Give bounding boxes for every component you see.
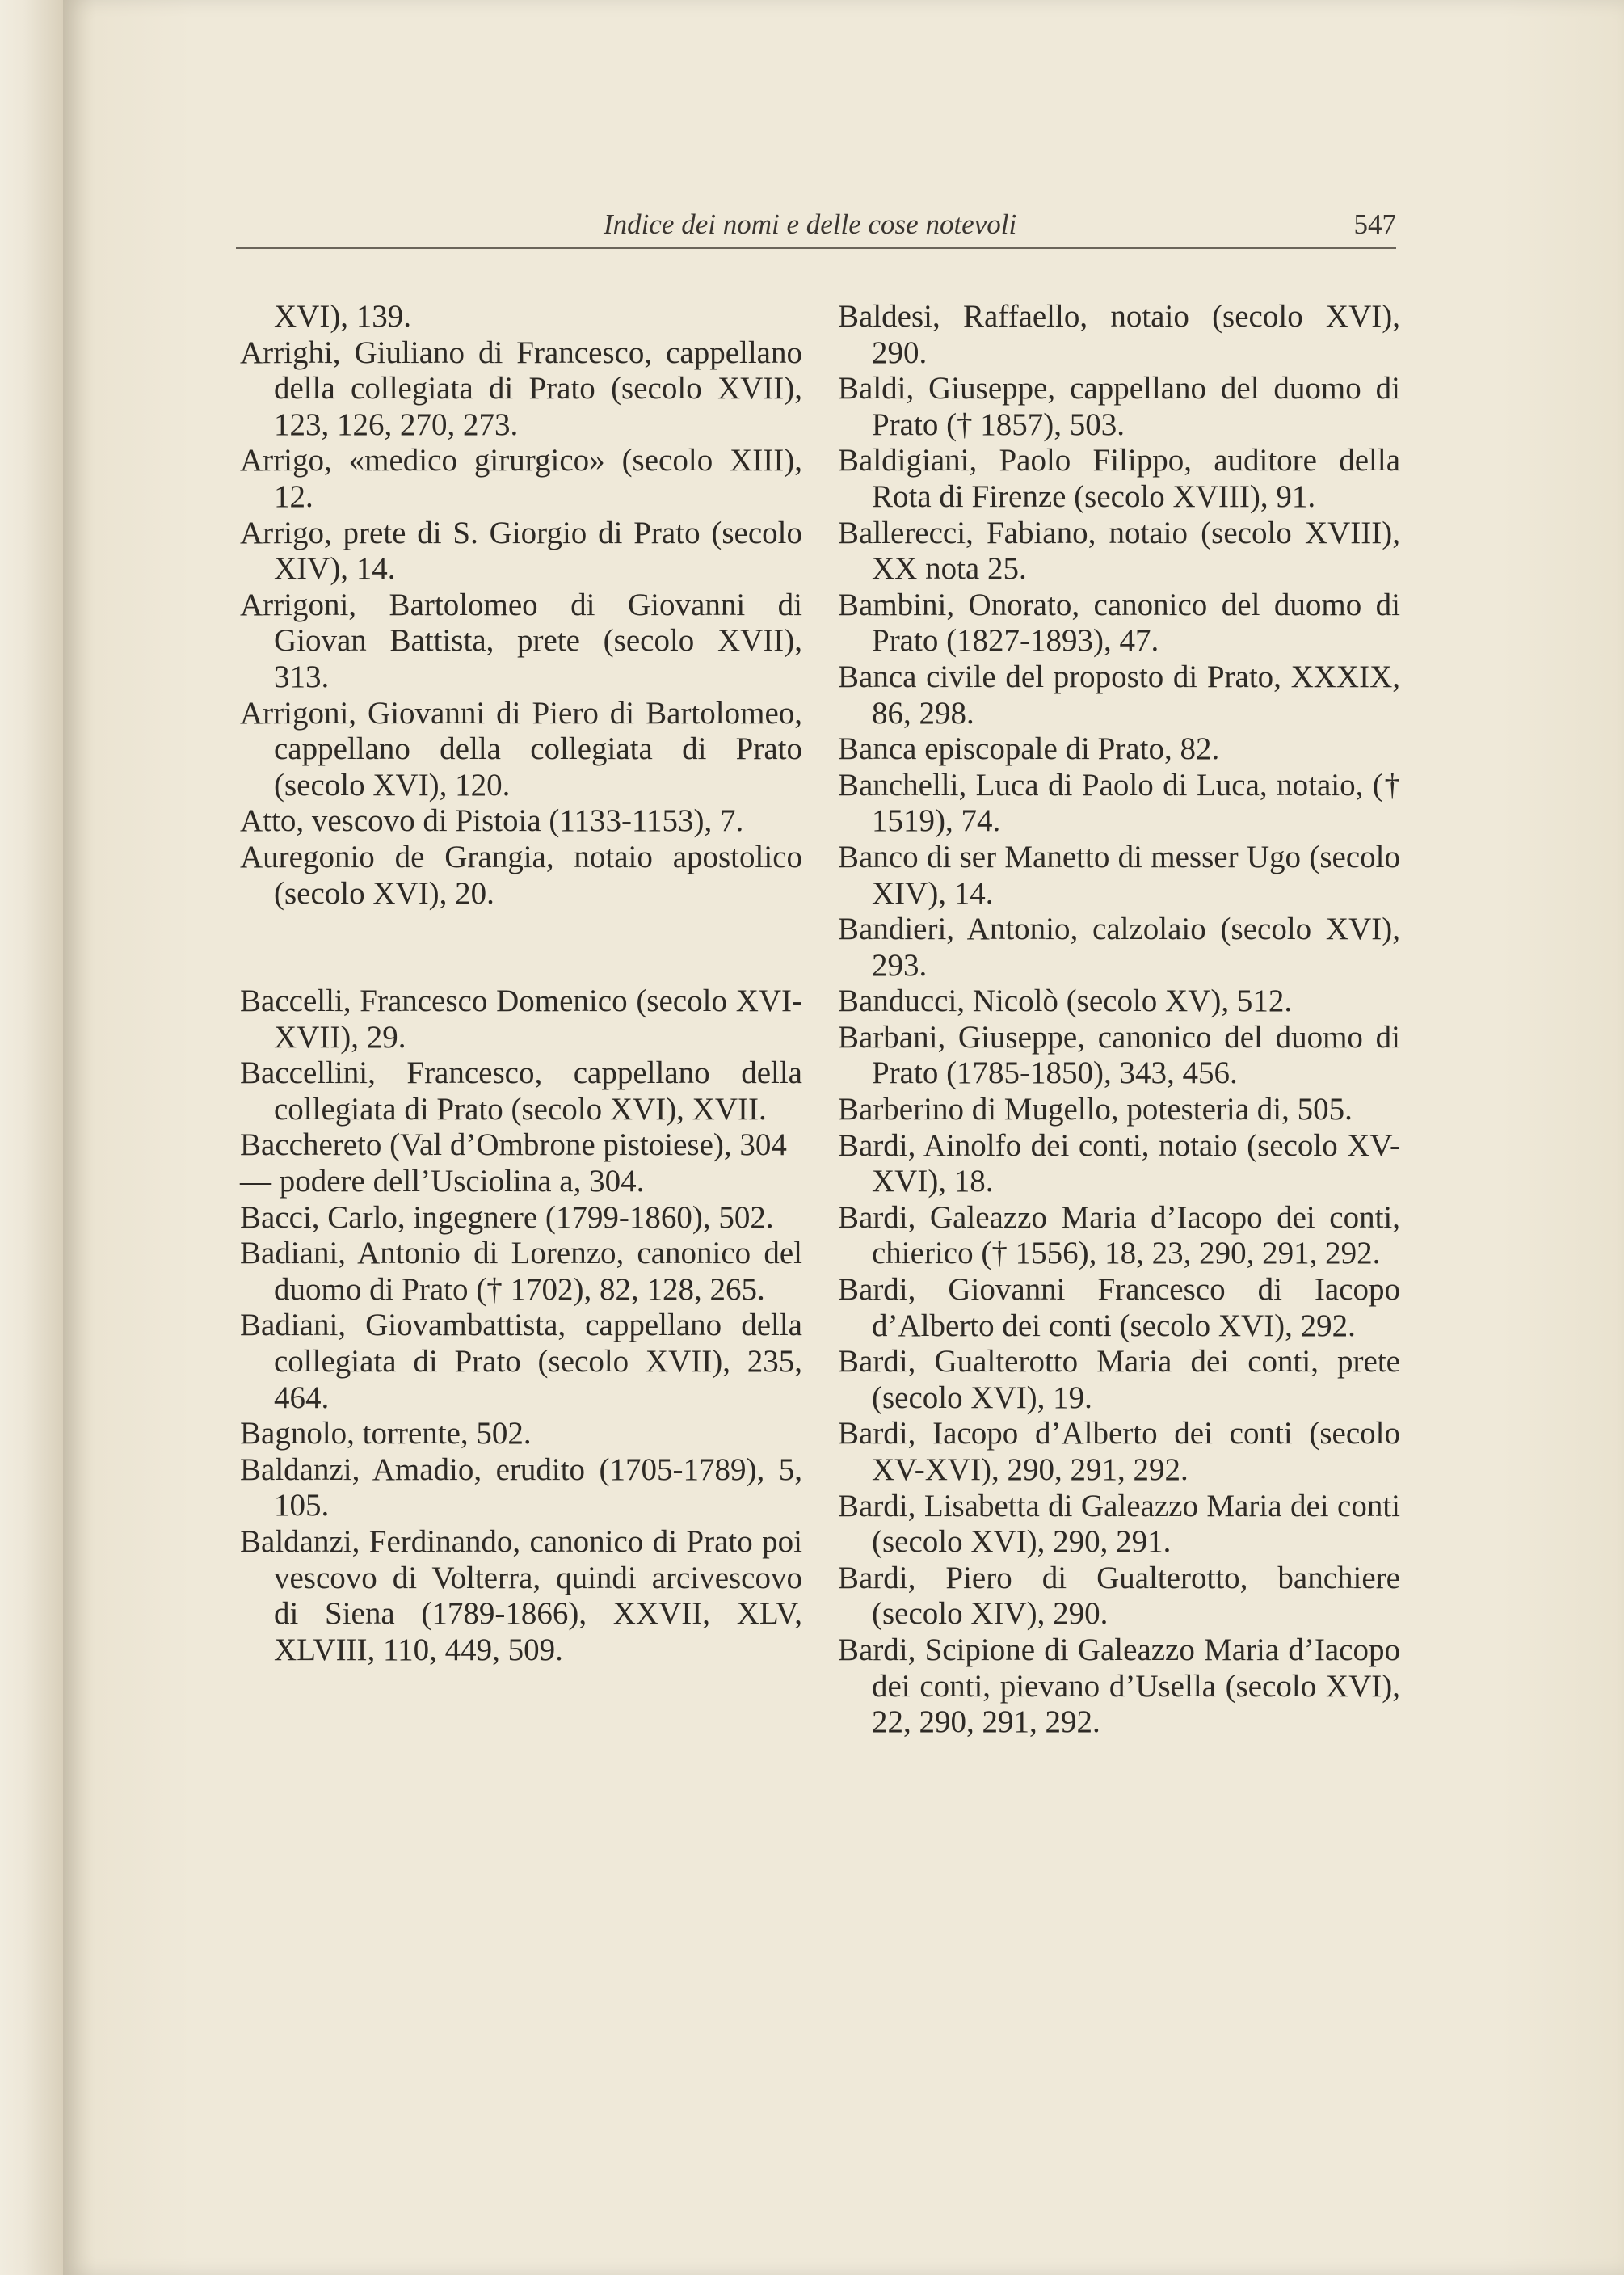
page-number: 547 bbox=[1353, 209, 1396, 240]
index-entry: Arrigoni, Bartolomeo di Giovanni di Giovan Battista, prete (secolo XVII), 313. bbox=[240, 587, 802, 694]
index-entry: Bardi, Scipione di Galeazzo Maria d’Iacopo dei conti, pievano d’Usella (secolo XVI), 22, 290, 291, 292. bbox=[838, 1632, 1400, 1740]
index-entry: Bacci, Carlo, ingegnere (1799-1860), 502. bbox=[240, 1199, 774, 1235]
running-header bbox=[236, 205, 1396, 246]
index-entry: Badiani, Giovambattista, cappellano della collegiata di Prato (secolo XVII), 235, 464. bbox=[240, 1308, 802, 1415]
book-gutter bbox=[0, 0, 73, 2275]
index-entry: Bardi, Giovanni Francesco di Iacopo d’Alberto dei conti (secolo XVI), 292. bbox=[838, 1272, 1400, 1343]
index-entry: Banchelli, Luca di Paolo di Luca, notaio, († 1519), 74. bbox=[838, 767, 1400, 839]
index-entry: Bacchereto (Val d’Ombrone pistoiese), 304 bbox=[240, 1127, 787, 1163]
index-subentry: — podere dell’Usciolina a, 304. bbox=[240, 1164, 645, 1199]
index-entry: Bardi, Iacopo d’Alberto dei conti (secolo XV-XVI), 290, 291, 292. bbox=[838, 1416, 1400, 1487]
index-entry: Baldesi, Raffaello, notaio (secolo XVI), 290. bbox=[838, 299, 1400, 370]
index-entry: Badiani, Antonio di Lorenzo, canonico del duomo di Prato († 1702), 82, 128, 265. bbox=[240, 1236, 802, 1307]
index-entry: Bardi, Gualterotto Maria dei conti, prete (secolo XVI), 19. bbox=[838, 1344, 1400, 1415]
index-entry: Bandieri, Antonio, calzolaio (secolo XVI), 293. bbox=[838, 912, 1400, 983]
index-entry: Baldanzi, Amadio, erudito (1705-1789), 5, 105. bbox=[240, 1451, 802, 1523]
index-entry: Baldigiani, Paolo Filippo, auditore della Rota di Firenze (secolo XVIII), 91. bbox=[838, 443, 1400, 514]
index-entry: Bambini, Onorato, canonico del duomo di Prato (1827-1893), 47. bbox=[838, 587, 1400, 659]
index-entry: Banco di ser Manetto di messer Ugo (secolo XIV), 14. bbox=[838, 839, 1400, 911]
index-entry: Baccellini, Francesco, cappellano della collegiata di Prato (secolo XVI), XVII. bbox=[240, 1055, 802, 1127]
letter-section-gap bbox=[240, 912, 802, 984]
index-entry: Ballerecci, Fabiano, notaio (secolo XVIII), XX nota 25. bbox=[838, 515, 1400, 587]
index-entry: Banca episcopale di Prato, 82. bbox=[838, 731, 1220, 767]
index-entry: Banducci, Nicolò (secolo XV), 512. bbox=[838, 984, 1293, 1019]
index-column-left bbox=[240, 299, 802, 1668]
index-entry: Arrigoni, Giovanni di Piero di Bartolomeo, cappellano della collegiata di Prato (secolo XVI), 120. bbox=[240, 695, 802, 803]
header-rule bbox=[236, 247, 1396, 249]
index-entry: Baldanzi, Ferdinando, canonico di Prato poi vescovo di Volterra, quindi arcivescovo di Siena (1789-1866), XXVII, XLV, XLVIII, 110, 449, 509. bbox=[240, 1524, 802, 1667]
index-entry: Baldi, Giuseppe, cappellano del duomo di Prato († 1857), 503. bbox=[838, 371, 1400, 442]
index-entry: Arrigo, prete di S. Giorgio di Prato (secolo XIV), 14. bbox=[240, 515, 802, 587]
index-entry: Bardi, Lisabetta di Galeazzo Maria dei conti (secolo XVI), 290, 291. bbox=[838, 1488, 1400, 1560]
index-entry: Banca civile del proposto di Prato, XXXIX, 86, 298. bbox=[838, 659, 1400, 731]
index-entry: Atto, vescovo di Pistoia (1133-1153), 7. bbox=[240, 803, 744, 839]
index-entry: Arrigo, «medico girurgico» (secolo XIII), 12. bbox=[240, 443, 802, 514]
index-entry: Arrighi, Giuliano di Francesco, cappellano della collegiata di Prato (secolo XVII), 123, 126, 270, 273. bbox=[240, 335, 802, 442]
index-entry: Bardi, Galeazzo Maria d’Iacopo dei conti, chierico († 1556), 18, 23, 290, 291, 292. bbox=[838, 1199, 1400, 1271]
running-title: Indice dei nomi e delle cose notevoli bbox=[604, 209, 1017, 240]
index-entry: Baccelli, Francesco Domenico (secolo XVI-XVII), 29. bbox=[240, 984, 802, 1055]
index-column-right bbox=[838, 299, 1400, 1741]
index-entry: XVI), 139. bbox=[274, 299, 412, 334]
index-entry: Auregonio de Grangia, notaio apostolico (secolo XVI), 20. bbox=[240, 839, 802, 911]
index-entry: Bardi, Piero di Gualterotto, banchiere (secolo XIV), 290. bbox=[838, 1560, 1400, 1632]
index-entry: Bardi, Ainolfo dei conti, notaio (secolo XV-XVI), 18. bbox=[838, 1127, 1400, 1199]
index-entry: Barbani, Giuseppe, canonico del duomo di Prato (1785-1850), 343, 456. bbox=[838, 1019, 1400, 1091]
index-entry: Bagnolo, torrente, 502. bbox=[240, 1416, 532, 1451]
index-entry: Barberino di Mugello, potesteria di, 505. bbox=[838, 1092, 1353, 1127]
